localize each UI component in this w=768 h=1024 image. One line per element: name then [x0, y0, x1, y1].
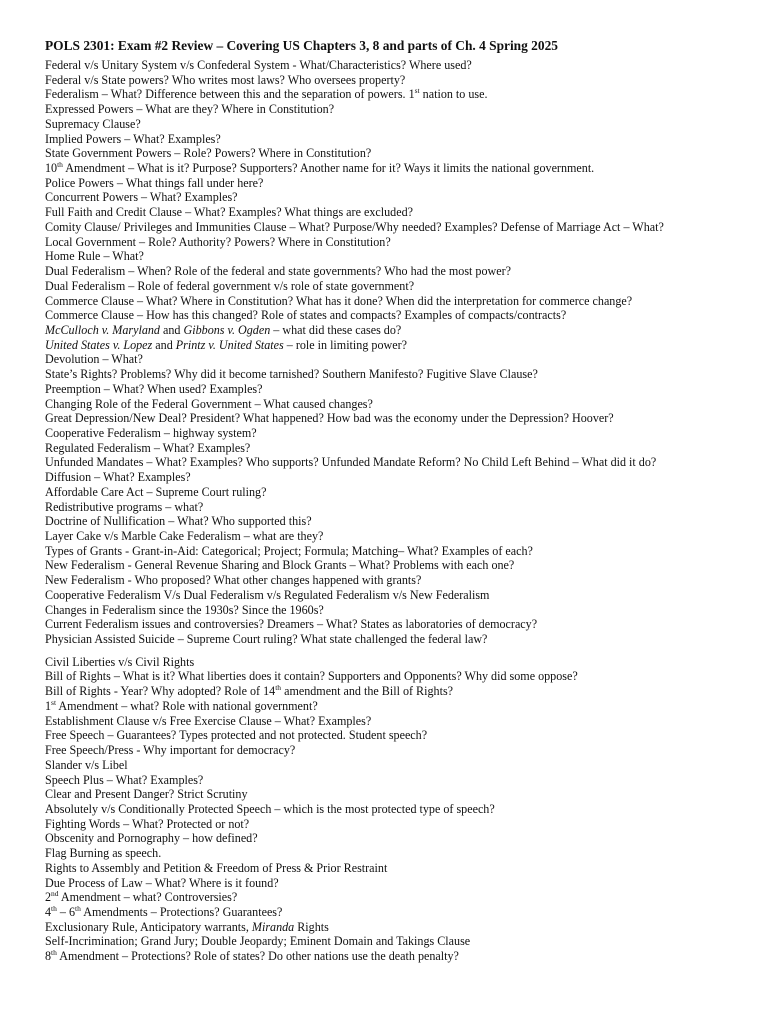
line-text: and	[159, 322, 184, 337]
review-line: Flag Burning as speech.	[45, 846, 162, 861]
review-line: State’s Rights? Problems? Why did it become tarnished? Southern Manifesto? Fugitive Slave Clause?	[45, 367, 538, 382]
review-line: Affordable Care Act – Supreme Court ruling?	[45, 484, 267, 499]
review-line	[45, 338, 755, 353]
review-line	[45, 323, 755, 338]
review-line: Diffusion – What? Examples?	[45, 470, 191, 485]
review-line	[45, 684, 755, 699]
review-line: Clear and Present Danger? Strict Scrutiny	[45, 787, 248, 802]
review-line: Home Rule – What?	[45, 249, 144, 264]
line-text: Rights	[294, 919, 329, 934]
review-document	[45, 38, 755, 964]
civil-liberties-section	[45, 655, 755, 964]
review-line: Dual Federalism – Role of federal government v/s role of state government?	[45, 278, 415, 293]
line-text: Exclusionary Rule, Anticipatory warrants,	[45, 919, 252, 934]
review-line: Cooperative Federalism – highway system?	[45, 425, 257, 440]
line-text: Federalism – What? Difference between this and the separation of powers. 1	[45, 87, 415, 102]
line-text: Amendment – what? Role with national government?	[56, 698, 318, 713]
line-text: nation to use.	[419, 87, 488, 102]
review-line: Regulated Federalism – What? Examples?	[45, 440, 251, 455]
review-line: Commerce Clause – How has this changed? Role of states and compacts? Examples of compacts/contracts?	[45, 308, 567, 323]
ordinal-suffix: th	[275, 683, 282, 693]
review-line: Civil Liberties v/s Civil Rights	[45, 654, 195, 669]
line-text: Amendments – Protections? Guarantees?	[80, 904, 283, 919]
line-text: 10	[45, 161, 58, 176]
case-name: Miranda	[251, 919, 295, 934]
line-text: Amendment – what? Controversies?	[58, 890, 238, 905]
case-name: United States v. Lopez	[45, 337, 153, 352]
review-line: Obscenity and Pornography – how defined?	[45, 831, 258, 846]
line-text: and	[152, 337, 176, 352]
review-line: Devolution – What?	[45, 352, 143, 367]
review-line: Changing Role of the Federal Government – What caused changes?	[45, 396, 373, 411]
line-text: 2	[45, 890, 52, 905]
review-line: Full Faith and Credit Clause – What? Examples? What things are excluded?	[45, 205, 413, 220]
ordinal-suffix: st	[51, 697, 57, 707]
ordinal-suffix: th	[75, 903, 81, 913]
ordinal-suffix: th	[51, 948, 57, 958]
review-line: Changes in Federalism since the 1930s? Since the 1960s?	[45, 602, 324, 617]
review-line: State Government Powers – Role? Powers? Where in Constitution?	[45, 146, 372, 161]
review-line: Expressed Powers – What are they? Where in Constitution?	[45, 102, 335, 117]
review-line: Establishment Clause v/s Free Exercise Clause – What? Examples?	[45, 713, 372, 728]
review-line: Fighting Words – What? Protected or not?	[45, 816, 250, 831]
case-name: McCulloch v. Maryland	[45, 322, 160, 337]
line-text: – role in limiting power?	[283, 337, 407, 352]
review-line: Types of Grants - Grant-in-Aid: Categorical; Project; Formula; Matching– What? Examples of each?	[45, 543, 533, 558]
review-line: Federal v/s Unitary System v/s Confederal System - What/Characteristics? Where used?	[45, 58, 472, 72]
line-text: – what did these cases do?	[270, 322, 402, 337]
review-line: Redistributive programs – what?	[45, 499, 204, 514]
review-line: Implied Powers – What? Examples?	[45, 131, 221, 146]
document-title: POLS 2301: Exam #2 Review – Covering US Chapters 3, 8 and parts of Ch. 4 Spring 2025	[45, 38, 558, 53]
ordinal-suffix: nd	[51, 889, 59, 899]
review-line: Supremacy Clause?	[45, 116, 141, 131]
review-line: Self-Incrimination; Grand Jury; Double Jeopardy; Eminent Domain and Takings Clause	[45, 934, 471, 949]
review-line: Absolutely v/s Conditionally Protected Speech – which is the most protected type of speech?	[45, 801, 495, 816]
review-line: Commerce Clause – What? Where in Constitution? What has it done? When did the interpretation for commerce change?	[45, 293, 633, 308]
line-text: 1	[45, 698, 52, 713]
review-line: Local Government – Role? Authority? Powers? Where in Constitution?	[45, 234, 391, 249]
review-line: Rights to Assembly and Petition & Freedom of Press & Prior Restraint	[45, 860, 388, 875]
review-line	[45, 161, 755, 176]
case-name: Printz v. United States	[175, 337, 284, 352]
review-line	[45, 890, 755, 905]
review-line: Comity Clause/ Privileges and Immunities Clause – What? Purpose/Why needed? Examples? Defense of Marriage Act – What?	[45, 219, 664, 234]
review-line: Free Speech – Guarantees? Types protected and not protected. Student speech?	[45, 728, 428, 743]
review-line: Doctrine of Nullification – What? Who supported this?	[45, 514, 312, 529]
review-line: Preemption – What? When used? Examples?	[45, 381, 263, 396]
ordinal-suffix: st	[414, 86, 420, 96]
review-line: Speech Plus – What? Examples?	[45, 772, 204, 787]
federalism-section	[45, 58, 755, 647]
line-text: – 6	[56, 904, 76, 919]
review-line: Dual Federalism – When? Role of the federal and state governments? Who had the most power?	[45, 264, 512, 279]
review-line: Due Process of Law – What? Where is it found?	[45, 875, 279, 890]
review-line: Layer Cake v/s Marble Cake Federalism – what are they?	[45, 529, 324, 543]
review-line: Free Speech/Press - Why important for democracy?	[45, 743, 296, 758]
review-line: Physician Assisted Suicide – Supreme Court ruling? What state challenged the federal law?	[45, 632, 488, 647]
review-line: Unfunded Mandates – What? Examples? Who supports? Unfunded Mandate Reform? No Child Left Behind – What did it do?	[45, 455, 657, 470]
line-text: Bill of Rights - Year? Why adopted? Role of 14	[45, 684, 276, 699]
review-line: Police Powers – What things fall under here?	[45, 175, 264, 190]
review-line: Cooperative Federalism V/s Dual Federalism v/s Regulated Federalism v/s New Federalism	[45, 587, 490, 602]
section-gap	[45, 647, 755, 655]
review-line	[45, 949, 755, 964]
review-line	[45, 920, 755, 935]
review-line: Federal v/s State powers? Who writes most laws? Who oversees property?	[45, 72, 406, 87]
line-text: 4	[45, 904, 52, 919]
review-line: Bill of Rights – What is it? What liberties does it contain? Supporters and Opponents? Why did some oppose?	[45, 669, 578, 684]
review-line: Great Depression/New Deal? President? What happened? How bad was the economy under the Depression? Hoover?	[45, 411, 614, 426]
review-line	[45, 905, 755, 920]
line-text: 8	[45, 949, 52, 964]
review-line	[45, 87, 755, 102]
review-line: New Federalism - Who proposed? What other changes happened with grants?	[45, 573, 422, 588]
review-line: Concurrent Powers – What? Examples?	[45, 190, 238, 205]
ordinal-suffix: th	[57, 160, 63, 169]
case-name: Gibbons v. Ogden	[183, 322, 271, 337]
line-text: Amendment – What is it? Purpose? Supporters? Another name for it? Ways it limits the national government.	[62, 161, 595, 176]
ordinal-suffix: th	[51, 903, 57, 913]
review-line: New Federalism - General Revenue Sharing and Block Grants – What? Problems with each one?	[45, 558, 515, 573]
review-line: Current Federalism issues and controversies? Dreamers – What? States as laboratories of democracy?	[45, 617, 538, 632]
review-line	[45, 699, 755, 714]
review-line: Slander v/s Libel	[45, 757, 128, 772]
line-text: amendment and the Bill of Rights?	[281, 684, 454, 699]
line-text: Amendment – Protections? Role of states? Do other nations use the death penalty?	[56, 949, 459, 964]
